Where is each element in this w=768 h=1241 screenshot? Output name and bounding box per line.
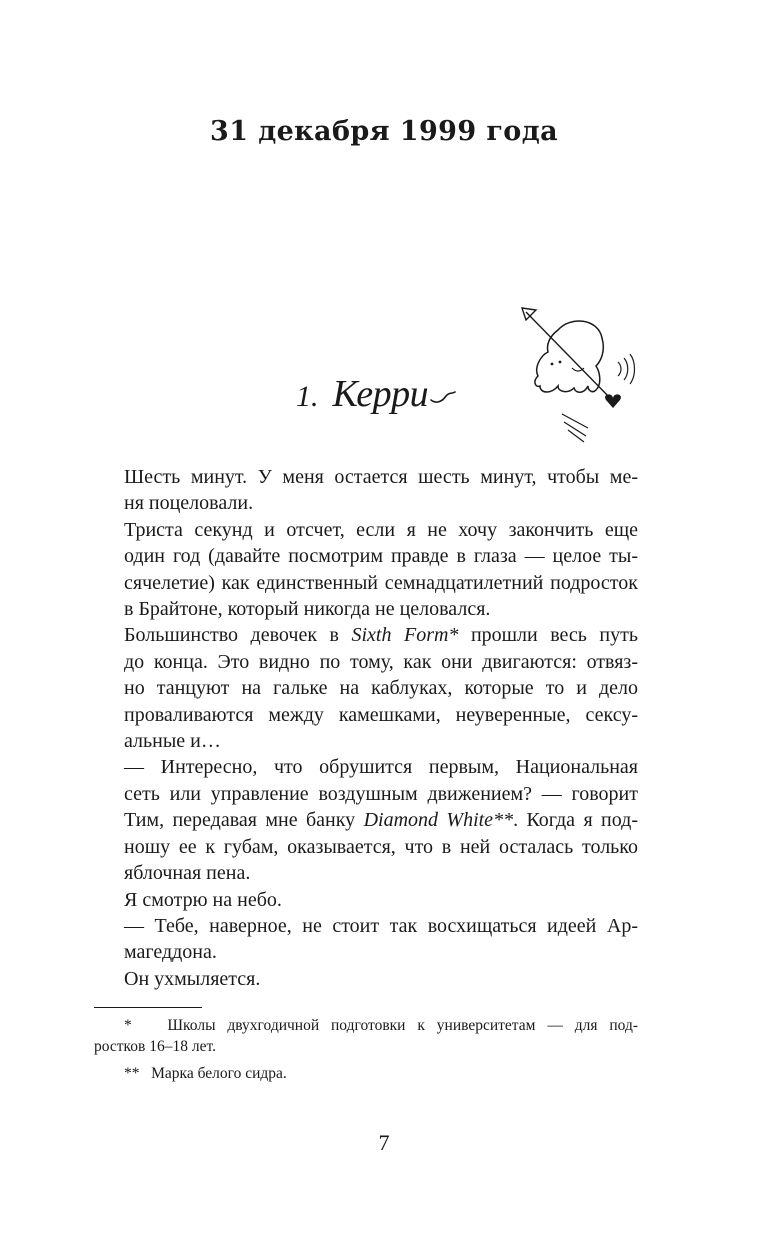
paragraph [124,966,638,992]
text-line: ношу ее к губам, оказывается, что в ней осталась только [124,835,638,858]
chapter-heading [296,372,456,422]
text-line: Я смотрю на небо. [124,888,282,911]
text-line: Триста секунд и отсчет, если я не хочу закончить еще [124,518,638,541]
footnote-marker: ** [124,1065,140,1082]
chapter-number: 1. [296,380,319,413]
body-text [124,464,638,992]
date-heading: 31 декабря 1999 года [210,116,558,147]
text-line: — Интересно, что обрушится первым, Национальная [124,756,638,779]
footnote-line: * Школы двухгодичной подготовки к университетам — для под- [124,1017,638,1034]
text-line: яблочная пена. [124,862,251,885]
text-line: Тим, передавая мне банку Diamond White**. Когда я под- [124,809,638,832]
text-line: ня поцеловали. [124,492,254,515]
page-number: 7 [378,1130,390,1155]
paragraph [124,913,638,966]
text-line: проваливаются между камешками, неуверенные, сексу- [124,703,638,726]
text-line: до конца. Это видно по тому, как они двигаются: отвяз- [124,650,638,673]
text-line: один год (давайте посмотрим правде в глаза — целое ты- [124,545,638,568]
text-line: сеть или управление воздушным движением? — говорит [124,782,638,805]
flourish-icon [430,386,456,406]
paragraph [124,887,638,913]
cupid-icon [518,302,638,448]
text-line: Большинство девочек в Sixth Form* прошли весь путь [124,624,638,647]
chapter-title: Керри [332,373,429,415]
text-line: магеддона. [124,941,217,964]
text-line: альные и… [124,730,221,753]
paragraph [124,754,638,886]
footnote-line: ростков 16–18 лет. [94,1038,216,1055]
text-line: сячелетие) как единственный семнадцатилетний подросток [124,571,638,594]
footnote-marker: * [124,1017,132,1034]
text-line: — Тебе, наверное, не стоит так восхищаться идеей Ар- [124,914,638,937]
footnotes [94,1015,638,1084]
text-line: в Брайтоне, который никогда не целовался. [124,598,491,621]
text-line: Шесть минут. У меня остается шесть минут, чтобы ме- [124,466,638,488]
footnote-line: ** Марка белого сидра. [124,1065,287,1082]
text-line: Он ухмыляется. [124,967,261,990]
paragraph [124,622,638,754]
paragraph [124,464,638,517]
italic-term: Diamond White** [363,809,514,832]
footnote-divider [94,1007,202,1008]
italic-term: Sixth Form* [351,624,459,647]
paragraph [124,517,638,623]
text-line: но танцуют на гальке на каблуках, которые то и дело [124,677,638,700]
